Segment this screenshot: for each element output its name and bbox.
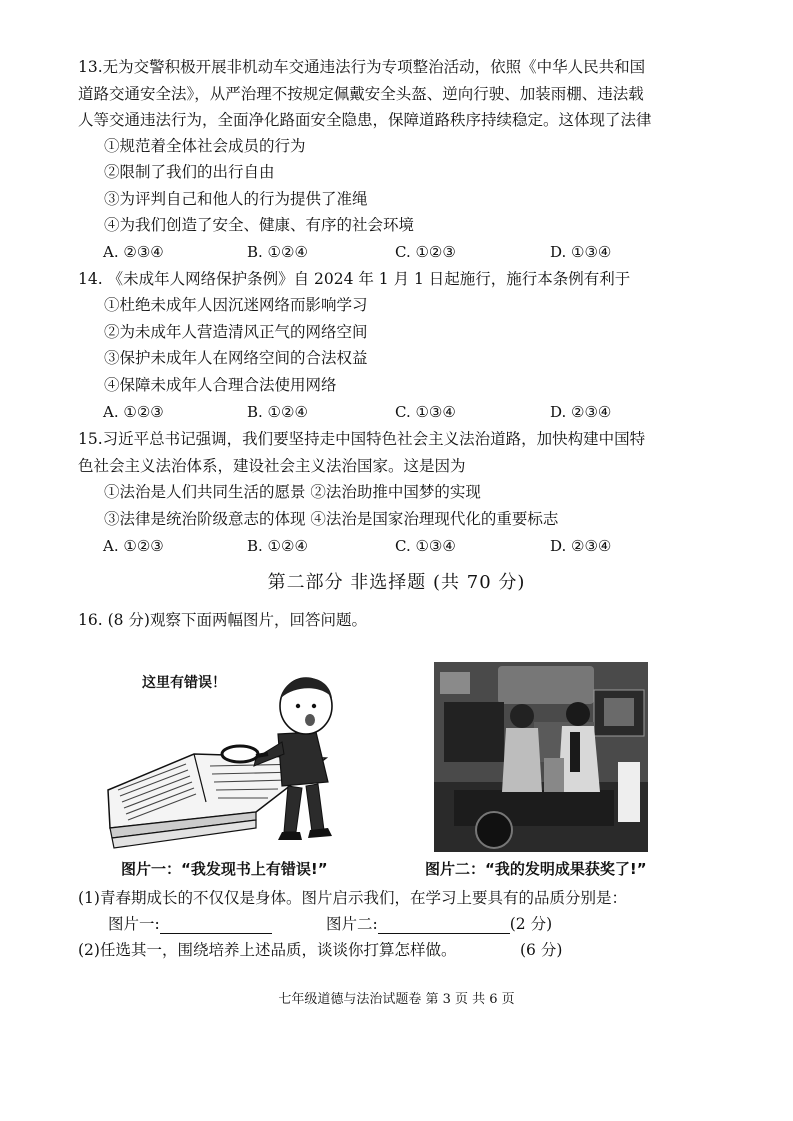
q15-choice-a[interactable]: A. ①②③ [103,537,164,555]
q13-item-1: ①规范着全体社会成员的行为 [104,137,306,155]
q13-choice-a[interactable]: A. ②③④ [103,243,164,261]
q16-answer-row-1 [108,914,272,934]
q15-choice-d[interactable]: D. ②③④ [550,537,612,555]
q13-choice-b[interactable]: B. ①②④ [247,243,308,261]
q14-choice-a[interactable]: A. ①②③ [103,403,164,421]
q15-stem-line-1: 15.习近平总书记强调，我们要坚持走中国特色社会主义法治道路，加快构建中国特 [78,430,646,448]
q13-choice-d[interactable]: D. ①③④ [550,243,612,261]
q15-choice-b[interactable]: B. ①②④ [247,537,308,555]
q16-answer-row-2 [326,914,552,934]
q14-choice-b[interactable]: B. ①②④ [247,403,308,421]
q13-item-2: ②限制了我们的出行自由 [104,163,275,181]
q15-item-row-2: ③法律是统治阶级意志的体现 ④法治是国家治理现代化的重要标志 [104,510,559,528]
q13-item-3: ③为评判自己和他人的行为提供了准绳 [104,190,368,208]
q15-item-row-1: ①法治是人们共同生活的愿景 ②法治助推中国梦的实现 [104,483,481,501]
blank-1-answer-line[interactable] [160,917,272,934]
section-2-title: 第二部分 非选择题 (共 70 分) [267,572,526,593]
q15-choice-c[interactable]: C. ①③④ [395,537,456,555]
q14-item-2: ②为未成年人营造清风正气的网络空间 [104,323,368,341]
q13-stem-line-2: 道路交通安全法》，从严治理不按规定佩戴安全头盔、逆向行驶、加装雨棚、违法载 [78,85,644,103]
q14-item-3: ③保护未成年人在网络空间的合法权益 [104,349,368,367]
picture-1-caption: 图片一：“我发现书上有错误!” [121,860,328,878]
q16-prompt: 16. (8 分)观察下面两幅图片，回答问题。 [78,611,367,629]
q15-choices [103,536,743,556]
q14-item-1: ①杜绝未成年人因沉迷网络而影响学习 [104,296,368,314]
sub1-score: (2 分) [509,915,553,933]
blank-1-label: 图片一: [108,915,160,933]
q16-subquestion-1: (1)青春期成长的不仅仅是身体。图片启示我们，在学习上要具有的品质分别是： [78,889,627,907]
q14-choice-d[interactable]: D. ②③④ [550,403,612,421]
invention-photo-illustration [434,662,648,852]
q13-stem-line-3: 人等交通违法行为，全面净化路面安全隐患，保障道路秩序持续稳定。这体现了法律 [78,111,652,129]
q16-subquestion-2: (2)任选其一，围绕培养上述品质，谈谈你打算怎样做。 [78,941,457,959]
picture-2-photo [434,662,648,852]
blank-2-answer-line[interactable] [378,917,510,934]
page-footer: 七年级道德与法治试题卷 第 3 页 共 6 页 [278,992,515,1007]
q13-stem-line-1: 13.无为交警积极开展非机动车交通违法行为专项整治活动，依照《中华人民共和国 [78,58,646,76]
q13-choice-c[interactable]: C. ①②③ [395,243,456,261]
q14-choices [103,402,743,422]
cartoon-illustration [106,662,338,852]
blank-2-label: 图片二: [326,915,378,933]
q14-item-4: ④保障未成年人合理合法使用网络 [104,376,337,394]
sub2-score: (6 分) [520,941,563,959]
q13-choices [103,242,743,262]
picture-1-cartoon [106,662,338,852]
q13-item-4: ④为我们创造了安全、健康、有序的社会环境 [104,216,415,234]
picture-2-caption: 图片二：“我的发明成果获奖了!” [425,860,647,878]
q14-stem-line-1: 14. 《未成年人网络保护条例》自 2024 年 1 月 1 日起施行，施行本条例有利于 [78,270,631,288]
q15-stem-line-2: 色社会主义法治体系，建设社会主义法治国家。这是因为 [78,457,466,475]
q14-choice-c[interactable]: C. ①③④ [395,403,456,421]
cartoon-speech-text: 这里有错误！ [142,675,226,691]
